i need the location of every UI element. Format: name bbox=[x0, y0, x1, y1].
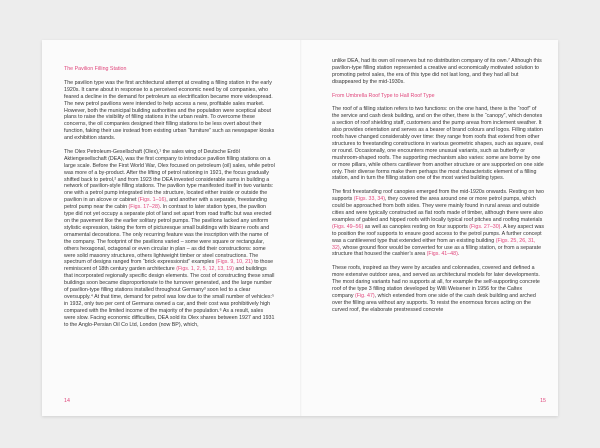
figure-reference: (Figs. 27–30) bbox=[469, 223, 501, 230]
paragraph bbox=[332, 265, 544, 313]
right-paragraphs bbox=[332, 58, 544, 314]
figure-reference: (Figs. 49–56) bbox=[332, 223, 364, 230]
page-number-right: 15 bbox=[540, 398, 546, 404]
paragraph-text: , whose ground floor would be converted for use as a filling station, or from a separate structure that housed the cashier’s area bbox=[332, 244, 542, 258]
paragraph bbox=[332, 189, 544, 258]
left-paragraphs bbox=[64, 80, 276, 329]
paragraph-text: , they covered the area around one or more petrol pumps, which could be approached from both sides. They were mainly found in rural areas and outside cities and were typically constructed as flat roofs made of timber, although there were also examples of gabled and hipped roofs with locally typical roof pitches and roofing materials bbox=[332, 196, 543, 223]
figure-reference: (Fig. 47) bbox=[354, 292, 375, 299]
paragraph-text: as well as canopies resting on four supports bbox=[363, 223, 470, 230]
paragraph-text: The roof of a filling station refers to two functions: on the one hand, there is the “roof” of the service and cash desk building, and on the other, there is the “canopy”, which denotes a section of roof shielding staff, customers and the pump areas from inclement weather. It also provides orientation and serves as a bearer of brand colours and logos. Filling station roofs have changed considerably over time: they range from roofs that extend from other structures to freestanding constructions in various geometric shapes, such as square, oval or round. Occasionally, one encounters more unusual variants, such as butterfly or mushroom-shaped roofs. The supporting mechanism also varies: some are borne by one or more pillars, while others cantilever from another structure or are supported on one side only. Their diverse forms make them perhaps the most characteristic element of a filling station, and in turn the filling station one of the most varied building types. bbox=[332, 106, 544, 182]
section-heading bbox=[332, 93, 544, 100]
figure-reference: (Figs. 9, 10, 21) bbox=[215, 259, 253, 266]
figure-reference: (Figs. 1–16) bbox=[137, 197, 167, 204]
paragraph-text: , and another with a separate, freestanding petrol pump near the cabin bbox=[64, 197, 267, 211]
paragraph-text: The first freestanding roof canopies emerged from the mid-1920s onwards. Resting on two supports bbox=[332, 189, 544, 203]
heading-text: From Umbrella Roof Type to Hall Roof Type bbox=[332, 92, 435, 99]
paragraph-text: . A key aspect was to position the roof supports to ensure good access to the petrol pumps. A further concept was a cantilevered type that extended either from an existing building bbox=[332, 223, 545, 244]
paragraph-text: , which extended from one side of the cash desk building and arched over the filling area without any supports. To resist the enormous forces acting on the curved roof, the elaborate prestressed concrete bbox=[332, 292, 536, 313]
paragraph bbox=[332, 106, 544, 182]
figure-reference: (Figs. 1, 2, 5, 12, 13, 19) bbox=[176, 266, 234, 273]
paragraph-text: unlike DEA, had its own oil reserves but no distribution company of its own.⁷ Although this pavilion-type filling station represented a creative and economically motivated solution to promoting petrol sales, the era of this type did not last long, and they had all but disappeared by the mid-1930s. bbox=[332, 58, 542, 85]
book-spread bbox=[42, 40, 558, 416]
paragraph-text: . In contrast to later station types, the pavilion type did not yet occupy a separate plot of land set apart from road traffic but was erected on the pavement like the earlier solitary petrol pumps. The pavilions lacked any uniform stylistic expression, taking the form of picturesque small buildings with bizarre roofs and ornamental decorations. The only recurring feature was the inscription with the name of the company. The footprint of the pavilions varied – some were square or rectangular, others hexagonal, octagonal or even circular in plan – as did their constructions: some were solid masonry structures, others lightweight timber or steel constructions. The spectrum of designs ranged from “brick expressionist” examples bbox=[64, 204, 272, 266]
paragraph bbox=[332, 58, 544, 86]
figure-reference: (Figs. 33, 34) bbox=[353, 196, 386, 203]
paragraph bbox=[64, 149, 276, 329]
paragraph-text: The Olex Petroleum-Gesellschaft (Olex),¹ the sales wing of Deutsche Erdöl Aktiengesellschaft (DEA), was the first company to introduce pavilion filling stations on a large scale. Before the First World War, Olex focused on petroleum (oil) sales, while petrol was more of a by-product. After the lifting of petrol rationing in 1921, the focus gradually shifted back to petrol,² and from 1923 the DEA invested considerable sums in building a network of pavilion-style filling stations. The pavilion type manifested itself in two variants: one with a petrol pump integrated into the structure, located either inside or outside the pavilion in an alcove or cabinet bbox=[64, 148, 275, 204]
figure-reference: (Figs. 41–48) bbox=[426, 251, 458, 258]
paragraph-text: . bbox=[457, 251, 460, 258]
paragraph bbox=[64, 80, 276, 142]
figure-reference: (Figs. 25, 26, 31, 32) bbox=[332, 237, 536, 251]
section-heading-pavilion: The Pavilion Filling Station bbox=[64, 66, 127, 72]
right-page bbox=[300, 40, 558, 416]
page-number-left: 14 bbox=[64, 398, 70, 404]
paragraph-text: and buildings that incorporated regionally specific design elements. The cost of constructing these small buildings soon became disproportionate to the turnover generated, and the large number of pavilion-type filling stations installed throughout Germany³ soon led to a clear oversupply.⁴ At that time, demand for petrol was low due to the small number of vehicles:⁵ in 1932, only two per cent of Germans owned a car, and their cost was prohibitively high compared with the limited income of the majority of the population.⁶ As a result, sales were slow. Facing economic difficulties, DEA sold its Olex shares between 1927 and 1931 to the Anglo-Persian Oil Co Ltd, London (now BP), which, bbox=[64, 266, 275, 328]
paragraph-text: The pavilion type was the first architectural attempt at creating a filling station in the early 1920s. It came about in response to a perceived economic need by oil companies, who feared a decline in the demand for petroleum as electrification became more widespread. The new petrol pavilions were intended to help access a new, profitable sales market. However, both the municipal building authorities and the population were sceptical about plans to raise the visibility of filling stations in the urban realm. To overcome these concerns, the oil companies designed their filling stations to be less overt about their function, faking their use instead from existing urban “furniture” such as newspaper kiosks and exhibition stands. bbox=[64, 79, 275, 142]
paragraph-text: These roofs, inspired as they were by arcades and colonnades, covered and defined a more extensive outdoor area, and served as architectural models for later developments. The most daring variants had no supports at all, for example the self-supporting concrete roof of the type 3 filling station developed by Willi Weisener in 1956 for the Caltex company bbox=[332, 265, 540, 299]
figure-reference: (Figs. 17–28) bbox=[128, 204, 160, 211]
right-text-column bbox=[332, 58, 544, 320]
left-page bbox=[42, 40, 300, 416]
paragraph-text: to those reminiscent of 18th century garden architecture bbox=[64, 259, 274, 273]
left-text-column bbox=[64, 66, 276, 335]
